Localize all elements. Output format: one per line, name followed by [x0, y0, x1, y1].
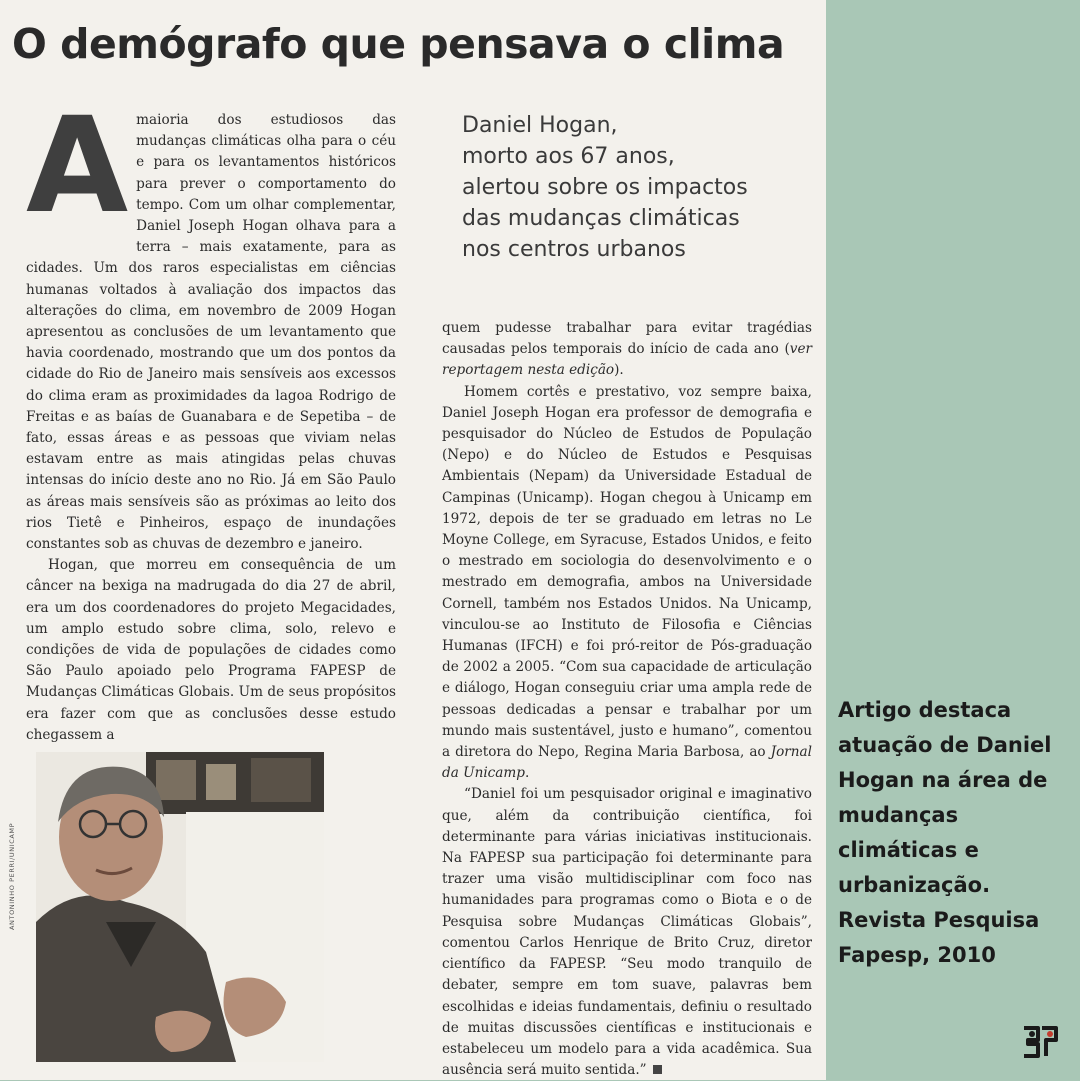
- pull-quote-line: das mudanças climáticas: [462, 206, 740, 231]
- portrait-illustration: [36, 752, 324, 1062]
- publication-name: Jornal da Unicamp: [442, 744, 812, 782]
- pull-quote-line: alertou sobre os impactos: [462, 175, 748, 200]
- end-mark-icon: [653, 1065, 662, 1074]
- article-headline: O demógrafo que pensava o clima: [12, 20, 785, 68]
- pull-quote-line: Daniel Hogan,: [462, 113, 618, 138]
- paragraph-4-end: .: [525, 765, 530, 782]
- paragraph-3-text: quem pudesse trabalhar para evitar tragédias causadas pelos temporais do início de cada ano (: [442, 320, 812, 358]
- brand-logo-icon: [1020, 1022, 1060, 1062]
- portrait-photo: [36, 752, 324, 1062]
- paragraph-1: [26, 89, 396, 555]
- pull-quote-line: morto aos 67 anos,: [462, 144, 675, 169]
- paragraph-1-text: maioria dos estudiosos das mudanças climáticas olha para o céu e para os levantamentos históricos para prever o comportamento do tempo. Com um olhar complementar, Daniel Joseph Hogan olhava para a terra – mais exatamente, para as cidades. Um dos raros especialistas em ciências humanas voltados à avaliação dos impactos das alterações do clima, em novembro de 2009 Hogan apresentou as conclusões de um levantamento que havia coordenado, mostrando que um dos pontos da cidade do Rio de Janeiro mais sensíveis aos excessos do clima eram as proximidades da lagoa Rodrigo de Freitas e as baías de Guanabara e de Sepetiba – de fato, essas áreas e as pessoas que viviam nelas estavam entre as mais atingidas pelas chuvas intensas do início deste ano no Rio. Já em São Paulo as áreas mais sensíveis são as próximas ao leito dos rios Tietê e Pinheiros, espaço de inundações constantes sob as chuvas de dezembro e janeiro.: [26, 112, 396, 553]
- drop-cap: A: [26, 89, 129, 243]
- paragraph-2: Hogan, que morreu em consequência de um câncer na bexiga na madrugada do dia 27 de abril, era um dos coordenadores do projeto Megacidades, um amplo estudo sobre clima, solo, relevo e condições de vida de populações de cidades como São Paulo apoiado pelo Programa FAPESP de Mudanças Climáticas Globais. Um de seus propósitos era fazer com que as conclusões desse estudo chegassem a: [26, 557, 396, 743]
- paragraph-5: [442, 784, 812, 1081]
- paragraph-3: [442, 318, 812, 382]
- paragraph-4: [442, 382, 812, 785]
- right-column: [442, 318, 812, 1079]
- post-caption: Artigo destaca atuação de Daniel Hogan na área de mudanças climáticas e urbanização. Revista Pesquisa Fapesp, 2010: [838, 698, 1052, 967]
- paragraph-5-text: “Daniel foi um pesquisador original e imaginativo que, além da contribuição científica, foi determinante para várias iniciativas institucionais. Na FAPESP sua participação foi determinante para trazer uma visão multidisciplinar com foco nas humanidades para programas como o Biota e o de Pesquisa sobre Mudanças Climáticas Globais”, comentou Carlos Henrique de Brito Cruz, diretor científico da FAPESP. “Seu modo tranquilo de debater, sempre em tom suave, palavras bem escolhidas e ideias fundamentais, definiu o resultado de muitas discussões científicas e institucionais e estabeleceu um modelo para a vida acadêmica. Sua ausência será muito sentida.”: [442, 786, 812, 1079]
- pull-quote: [462, 110, 802, 265]
- left-column: [26, 89, 396, 743]
- reference-link: ver reportagem nesta edição: [442, 341, 812, 379]
- pull-quote-line: nos centros urbanos: [462, 237, 686, 262]
- paragraph-4-text: Homem cortês e prestativo, voz sempre baixa, Daniel Joseph Hogan era professor de demografia e pesquisador do Núcleo de Estudos de População (Nepo) e do Núcleo de Estudos e Pesquisas Ambientais (Nepam) da Universidade Estadual de Campinas (Unicamp). Hogan chegou à Unicamp em 1972, depois de ter se graduado em letras no Le Moyne College, em Syracuse, Estados Unidos, e feito o mestrado em sociologia do desenvolvimento e o mestrado em demografia, ambos na Universidade Cornell, também nos Estados Unidos. Na Unicamp, vinculou-se ao Instituto de Filosofia e Ciências Humanas (IFCH) e foi pró-reitor de Pós-graduação de 2002 a 2005. “Com sua capacidade de articulação e diálogo, Hogan conseguiu criar uma ampla rede de pessoas dedicadas a pensar e trabalhar por um mundo mais sustentável, justo e humano”, comentou a diretora do Nepo, Regina Maria Barbosa, ao: [442, 383, 812, 761]
- photo-credit: ANTONINHO PERRI/UNICAMP: [8, 822, 16, 930]
- paragraph-3-end: ).: [614, 362, 624, 379]
